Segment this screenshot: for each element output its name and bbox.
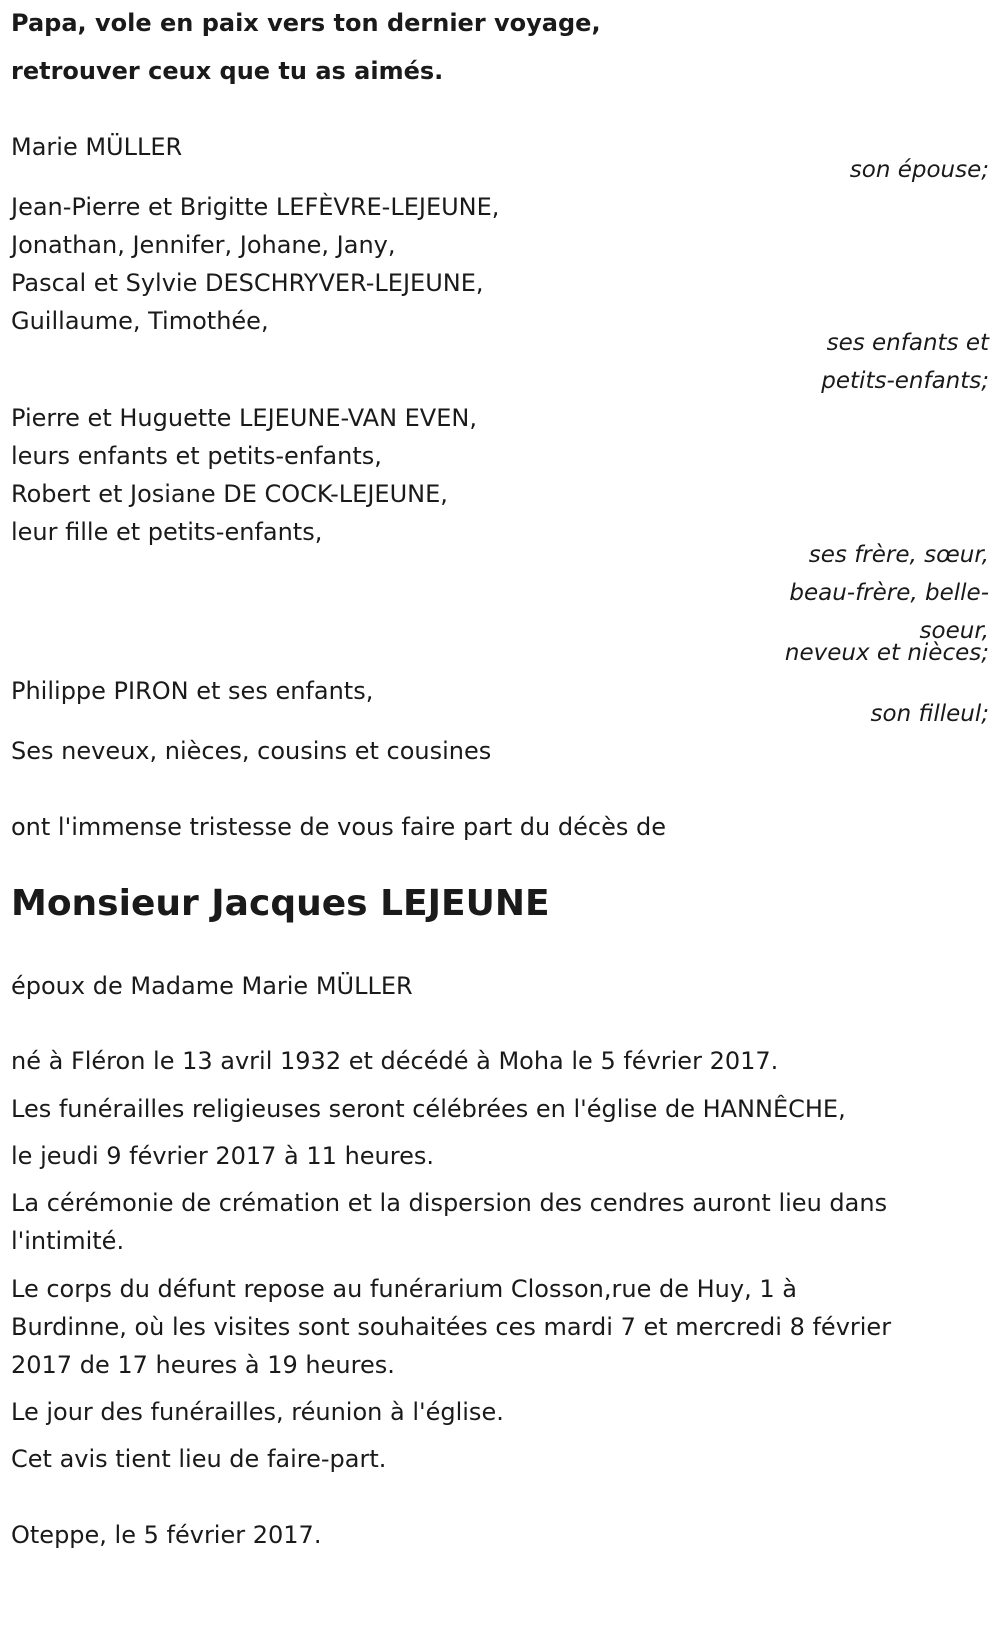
godson-role: son filleul; [870,701,989,727]
meeting-line: Le jour des funérailles, réunion à l'église. [11,1398,504,1426]
siblings-line-1: Pierre et Huguette LEJEUNE-VAN EVEN, [11,404,477,432]
relatives-line: Ses neveux, nièces, cousins et cousines [11,737,492,765]
siblings-line-3: Robert et Josiane DE COCK-LEJEUNE, [11,480,448,508]
birth-death-line: né à Fléron le 13 avril 1932 et décédé à Moha le 5 février 2017. [11,1047,779,1075]
children-role-line-1: ses enfants et [826,330,989,356]
siblings-role-line-1: ses frère, sœur, [808,542,989,568]
spouse-name: Marie MÜLLER [11,133,183,161]
spouse-role: son épouse; [849,157,989,183]
funeral-line-2: le jeudi 9 février 2017 à 11 heures. [11,1142,434,1170]
closing-place-date: Oteppe, le 5 février 2017. [11,1521,322,1549]
intro-line-2: retrouver ceux que tu as aimés. [11,57,444,85]
children-line-4: Guillaume, Timothée, [11,307,269,335]
children-line-3: Pascal et Sylvie DESCHRYVER-LEJEUNE, [11,269,484,297]
siblings-line-4: leur fille et petits-enfants, [11,518,323,546]
siblings-role-line-4: neveux et nièces; [784,640,989,666]
cremation-line-1: La cérémonie de crémation et la dispersion des cendres auront lieu dans [11,1189,888,1217]
godson-name: Philippe PIRON et ses enfants, [11,677,374,705]
notice-line: Cet avis tient lieu de faire-part. [11,1445,387,1473]
siblings-role-line-3: soeur, [919,618,989,644]
siblings-role-line-2: beau-frère, belle- [789,580,989,606]
children-role-line-2: petits-enfants; [821,368,989,394]
visit-line-1: Le corps du défunt repose au funérarium Closson,rue de Huy, 1 à [11,1275,797,1303]
cremation-line-2: l'intimité. [11,1227,125,1255]
announcement-text: ont l'immense tristesse de vous faire part du décès de [11,813,666,841]
visit-line-3: 2017 de 17 heures à 19 heures. [11,1351,395,1379]
intro-line-1: Papa, vole en paix vers ton dernier voyage, [11,9,601,37]
siblings-line-2: leurs enfants et petits-enfants, [11,442,382,470]
children-line-1: Jean-Pierre et Brigitte LEFÈVRE-LEJEUNE, [11,193,500,221]
visit-line-2: Burdinne, où les visites sont souhaitées ces mardi 7 et mercredi 8 février [11,1313,892,1341]
children-line-2: Jonathan, Jennifer, Johane, Jany, [11,231,396,259]
deceased-spouse-line: époux de Madame Marie MÜLLER [11,972,413,1000]
funeral-line-1: Les funérailles religieuses seront célébrées en l'église de HANNÊCHE, [11,1095,846,1123]
deceased-name: Monsieur Jacques LEJEUNE [11,883,550,924]
